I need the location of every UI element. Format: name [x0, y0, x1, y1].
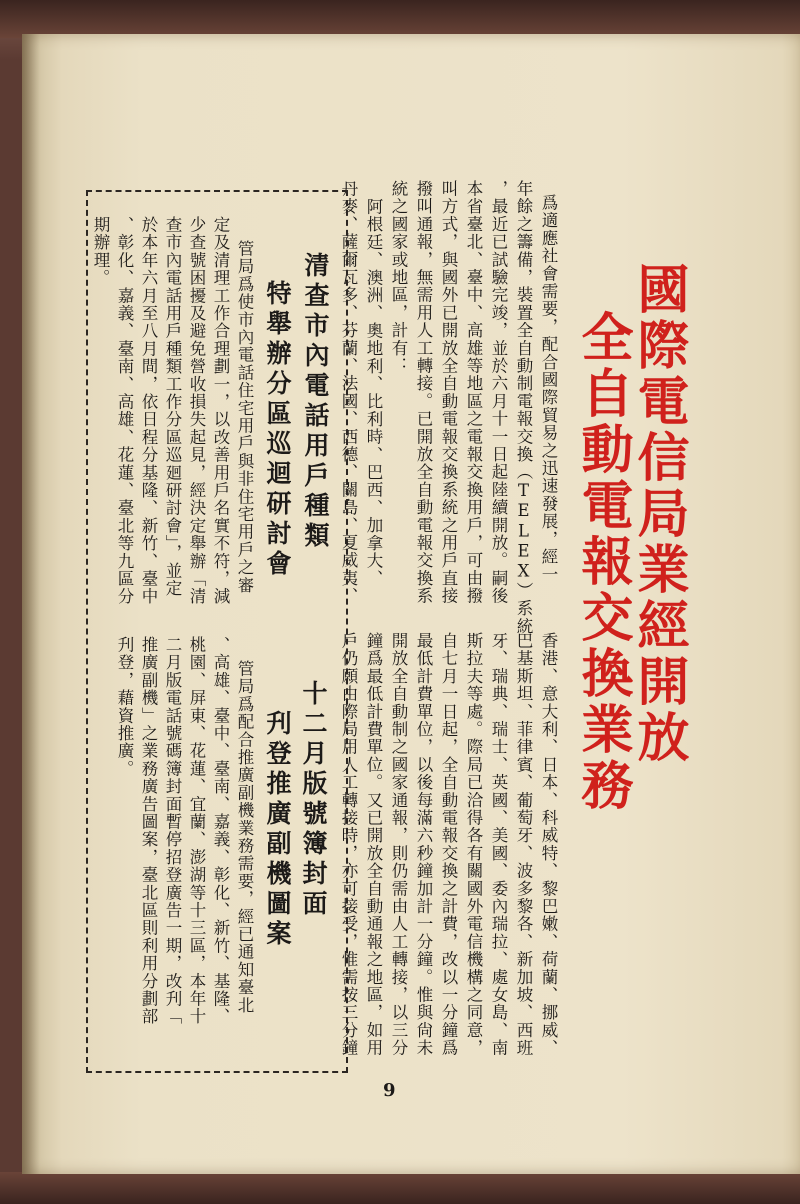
article-intro-column: 叫方式，與國外已開放全自動電報交換系統之用戶直接: [439, 180, 458, 605]
article-intro-column: 丹麥、薩爾瓦多、芬蘭、法國、西德、關島、夏威夷、: [339, 180, 358, 605]
notice1-body-column: 管局爲使市內電話住宅用戶與非住宅用戶之審: [235, 240, 254, 594]
notice1-body-column: 查市內電話用戶種類工作分區巡廻研討會」，並定: [163, 216, 182, 598]
article-title-line-1: 國際電信局業經開放: [628, 262, 688, 766]
notice1-body-column: 於本年六月至八月間，依日程分基隆、新竹、臺中: [139, 216, 158, 606]
article-intro-column: 阿根廷、澳洲、奧地利、比利時、巴西、加拿大、: [364, 198, 383, 588]
notice1-body-column: 少查號困擾及避免營收損失起見，經決定舉辦「清: [187, 216, 206, 606]
article-intro-column: 年餘之籌備，裝置全自動制電報交換（TELEX）系統: [514, 180, 533, 635]
notice1-heading-line-2: 特舉辦分區巡迴研討會: [263, 280, 292, 580]
article-intro-column: 爲適應社會需要，配合國際貿易之迅速發展，經一: [539, 194, 558, 584]
article-intro-column: ，最近已試驗完竣，並於六月十一日起陸續開放。嗣後: [489, 180, 508, 605]
article-continued-column: 巴基斯坦、菲律賓、葡萄牙、波多黎各、新加坡、西班: [514, 632, 533, 1057]
notice1-heading-line-1: 清查市內電話用戶種類: [301, 252, 330, 552]
article-continued-column: 戶仍願由際局用人工轉接時，亦可接受，惟需按三分鐘: [339, 632, 358, 1057]
article-continued-column: 香港、意大利、日本、科威特、黎巴嫩、荷蘭、挪威、: [539, 632, 558, 1057]
article-continued-column: 最低計費單位，以後每滿六秒鐘加計一分鐘。惟與尙未: [414, 632, 433, 1057]
article-continued-column: 自七月一日起，全自動電報交換之計費，改以一分鐘爲: [439, 632, 458, 1057]
article-continued-column: 鐘爲最低計費單位。又已開放全自動通報之地區，如用: [364, 632, 383, 1057]
notice2-heading-line-1: 十二月版號簿封面: [299, 680, 328, 920]
notice2-body-column: 刋登，藉資推廣。: [115, 636, 134, 778]
cover-edge-bottom: [0, 1172, 800, 1204]
page-gutter-shadow: [22, 34, 40, 1174]
article-intro-column: 統之國家或地區，計有：: [389, 180, 408, 375]
notice2-body-column: 推廣副機」之業務廣告圖案，臺北區則利用分劃部: [139, 636, 158, 1026]
notice2-body-column: 、高雄、臺中、臺南、嘉義、彰化、新竹、基隆、: [211, 636, 230, 1026]
article-title-line-2: 全自動電報交換業務: [572, 310, 632, 814]
notice1-body-column: 期辦理。: [91, 216, 110, 287]
article-continued-column: 牙、瑞典、瑞士、英國、美國、委內瑞拉、處女島、南: [489, 632, 508, 1057]
article-continued-column: 斯拉夫等處。際局已洽得各有關國外電信機構之同意，: [464, 632, 483, 1057]
page-number: 9: [383, 1080, 396, 1101]
cover-edge-top: [0, 0, 800, 38]
article-continued-column: 開放全自動制之國家通報，則仍需由人工轉接，以三分: [389, 632, 408, 1057]
notice2-body-column: 管局爲配合推廣副機業務需要，經已通知臺北: [235, 660, 254, 1014]
notice1-body-column: 、彰化、嘉義、臺南、高雄、花蓮、臺北等九區分: [115, 216, 134, 606]
notice2-body-column: 桃園、屏東、花蓮、宜蘭、澎湖等十三區，本年十: [187, 636, 206, 1026]
article-intro-column: 本省臺北、臺中、高雄等地區之電報交換用戶，可由撥: [464, 180, 483, 605]
notice2-body-column: 二月版電話號碼簿封面暫停招登廣告一期，改刋「: [163, 636, 182, 1026]
article-intro-column: 撥叫通報，無需用人工轉接。已開放全自動電報交換系: [414, 180, 433, 605]
notice2-heading-line-2: 刋登推廣副機圖案: [263, 710, 292, 950]
notice1-body-column: 定及清理工作合理劃一，以改善用戶名實不符，減: [211, 216, 230, 606]
